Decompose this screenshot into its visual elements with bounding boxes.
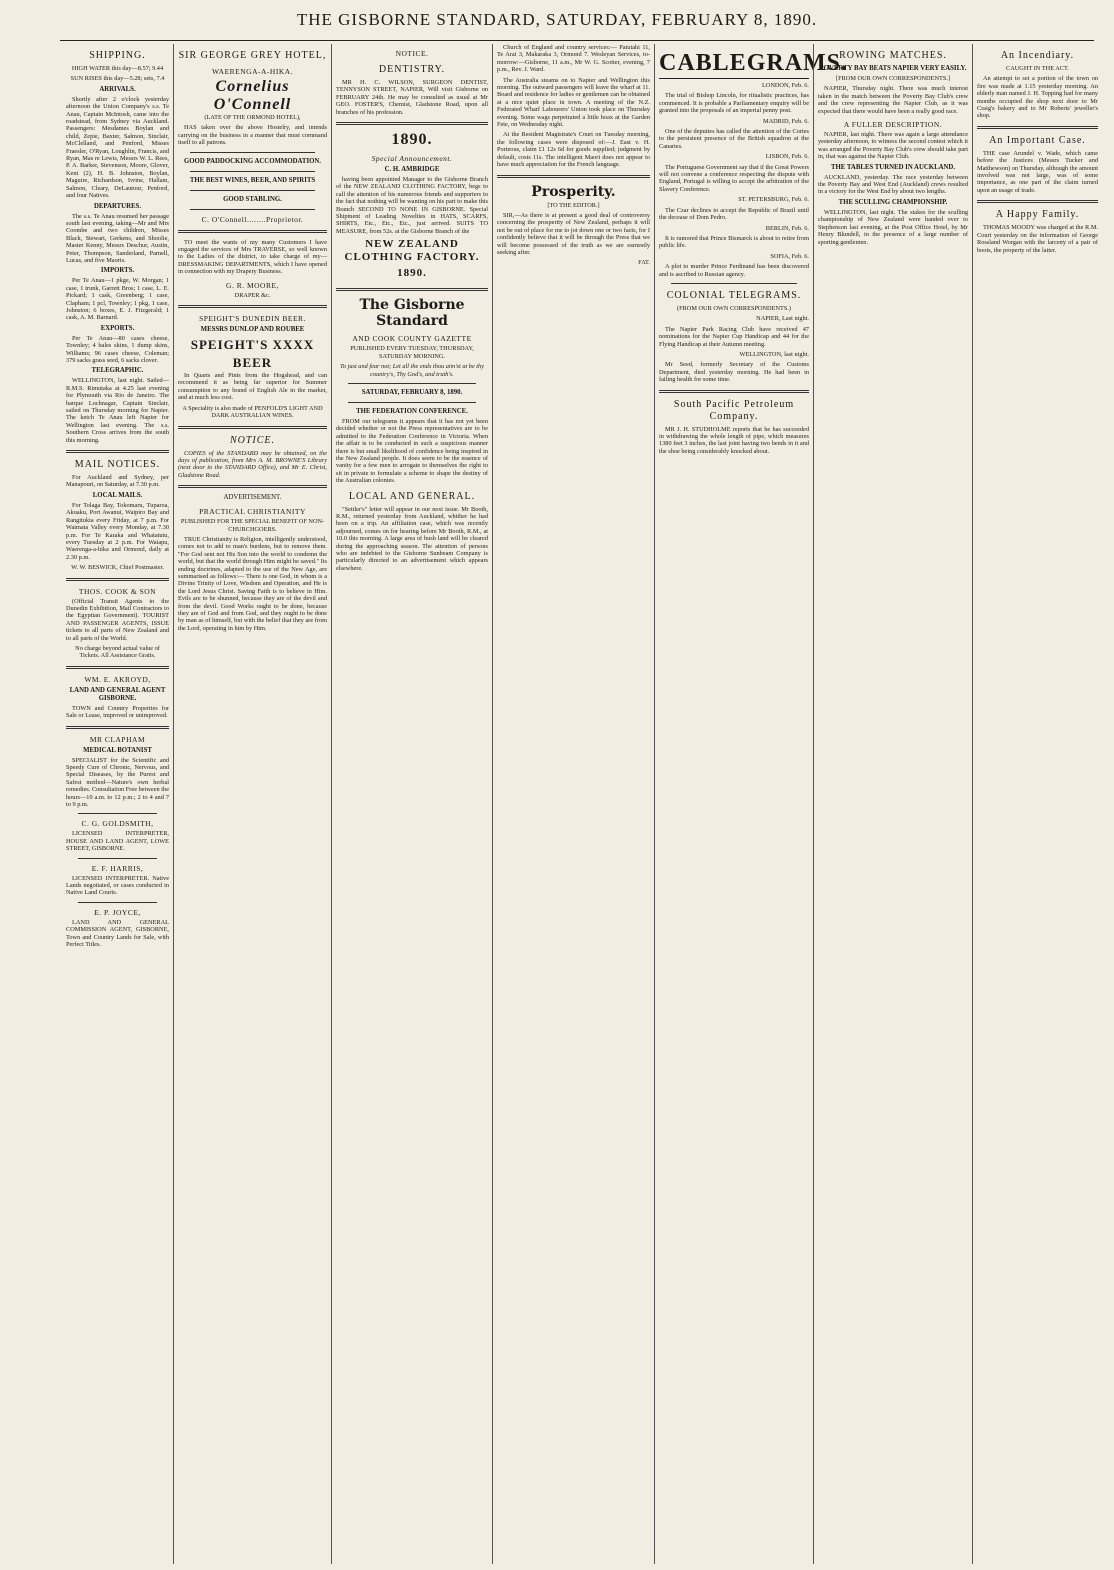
motto: To just and fear not; Let all the ends thou aim'st at be thy country's, Thy God's, and truth's. [339, 363, 485, 378]
wines-line: THE BEST WINES, BEER, AND SPIRITS [189, 176, 316, 184]
practical-heading: PRACTICAL CHRISTIANITY [199, 507, 306, 517]
rowing-heading: ROWING MATCHES. [839, 50, 947, 61]
factory-heading: NEW ZEALAND CLOTHING FACTORY. [344, 238, 480, 264]
divider [66, 726, 169, 729]
church-text: Church of England and country services:— Patutahi 11, Te Arai 3, Makaraka 3, Ormond 7. Wesleyan Services, to-morrow:—Gisborne, 11 a.m., Mr W. G. Scotter, evening, 7 p.m., Rev. J. Ward. [497, 44, 650, 74]
tables-text: AUCKLAND, yesterday. The race yesterday between the Poverty Bay and West End (Auckland) crews resulted in a victory for the West End by about two lengths. [818, 173, 968, 196]
colonial-heading: COLONIAL TELEGRAMS. [666, 289, 802, 301]
divider [78, 858, 157, 859]
divider [190, 209, 315, 210]
napier-text: The Napier Park Racing Club have received 47 nominations for the Napier Cup Handicap and 44 for the Flying Handicap at their Autumn meeting. [659, 325, 809, 348]
fuller-heading: A FULLER DESCRIPTION. [843, 120, 943, 130]
dateline-madrid: MADRID, Feb. 6. [762, 117, 809, 125]
letter-text: SIR,—As there is at present a good deal of controversy concerning the prosperity of New Zealand, perhaps it will not be out of place for me to jot down one or two facts, for I confidently believe that it will be through the Press that we will become possessed of the truth as we are earnestly seeking after. [497, 211, 650, 256]
column-5 [654, 44, 849, 1564]
divider [190, 171, 315, 172]
petroleum-heading: South Pacific Petroleum Company. [673, 398, 795, 422]
divider [66, 450, 169, 453]
editorial-text: FROM our telegrams it appears that it has not yet been decided whether or not the Press representatives are to be admitted to the Federation Conference in Victoria. When the affair is to be conducted in such a suspicious manner there is but small likelihood of confidence being inspired in the New Zealand people. It does seem to be the essence of vanity for a few men to arrogate to themselves the right to sit in private to formulate a scheme to shape the destiny of the Australian colonies. [336, 417, 488, 485]
imports-text: Per Te Anau—1 pkge, W. Morgan; 1 case, 1 trunk, Garrett Bros; 1 case, L. E. Pickard; 1 cask, Greenberg; 1 case, Clapham; 1 pcl, Townley; 1 pkg, 1 case, Johnston; 6 boxes, E. J. Fitzgerald; 1 cask, A. M. Barnard. [66, 277, 169, 322]
divider [348, 383, 476, 384]
tables-heading: THE TABLES TURNED IN AUCKLAND. [830, 163, 956, 171]
exports-text: Per Te Anau—80 cases cheese, Townley; 4 bales skins, 1 dump skins, Williams; 96 cases cheese, Coleman; 379 sacks grass seed, 6 sacks clover. [66, 334, 169, 364]
postmaster-signature: W. W. BESWICK, Chief Postmaster. [71, 564, 164, 572]
hotel-heading: SIR GEORGE GREY HOTEL, [178, 50, 327, 61]
rowing-text: NAPIER, Thursday night. There was much interest taken in the match between the Poverty Bay Club's crew and the crew representing the Napier Club, as it was expected that there would have been a really good race. [818, 85, 968, 115]
dateline-london: LONDON, Feb. 6. [761, 82, 809, 89]
to-editor: [TO THE EDITOR.] [547, 201, 600, 209]
prosperity-heading: Prosperity. [531, 183, 616, 200]
joyce-heading: E. P. JOYCE, [94, 907, 141, 917]
masthead-rule [60, 40, 1094, 41]
exports-heading: EXPORTS. [100, 324, 135, 332]
joyce-text: LAND AND GENERAL COMMISSION AGENT, GISBORNE, Town and Country Lands for Sale, with Perfect Titles. [66, 918, 169, 949]
lisbon-text: The Portuguese Government say that if the Great Powers will not convene a conference respecting the dispute with England, Portugal is willing to accept the arbitration of the Slavery Conference. [659, 163, 809, 193]
penfold-text: A Speciality is also made of PENFOLD'S LIGHT AND DARK AUSTRALIAN WINES. [182, 404, 323, 420]
letter-signature: FAT. [638, 259, 650, 267]
cook-note: No charge beyond actual value of Tickets. All Assistance Gratis. [75, 644, 160, 660]
rowing-source: [FROM OUR OWN CORRESPONDENTS.] [835, 75, 951, 82]
factory-year: 1890. [397, 267, 427, 280]
speight-heading: SPEIGHT'S DUNEDIN BEER. [199, 314, 306, 324]
dateline-berlin: BERLIN, Feb. 6. [765, 224, 809, 232]
divider [178, 426, 327, 429]
incendiary-text: An attempt to set a portion of the town on fire was made at 1.15 yesterday morning. An elderly man named J. H. Topping had for many months occupied the shop next door to Mr Craig's bakery and to Mr Roberts' jeweller's shop. [977, 75, 1098, 120]
divider [66, 578, 169, 581]
shipping-heading: SHIPPING. [89, 50, 146, 61]
clapham-heading: MR CLAPHAM [89, 734, 146, 744]
rowing-sub: POVERTY BAY BEATS NAPIER VERY EASILY. [819, 65, 967, 72]
departures-text: The s.s. Te Anau resumed her passage south last evening, taking—Mr and Mrs Coombe and two children, Misses Black, Stewart, Gerkens, and Shoolie, Master Kenny, Messrs Deschur, Austin, Peter, Thompson, Sanderland, Parnell, Lucas, and five Maoris. [66, 212, 169, 264]
moore-heading: G. R. MOORE, [226, 280, 279, 290]
cablegrams-heading: CABLEGRAMS. [659, 50, 809, 79]
divider [178, 305, 327, 308]
london-text: The trial of Bishop Lincoln, for ritualistic practices, has commenced. It is probable a Parliamentary enquiry will be granted into the proposals of an imperial penny post. [659, 92, 809, 115]
paper-title: The Gisborne Standard [359, 297, 465, 330]
mail-text: For Auckland and Sydney, per Manapouri, on Saturday, at 7.30 p.m. [66, 474, 169, 489]
oconnell-text: HAS taken over the above Hostelry, and intends carrying on the business in a manner that must command itself to all patrons. [178, 124, 327, 147]
divider [336, 288, 488, 291]
column-3 [331, 44, 492, 1564]
local-mails-heading: LOCAL MAILS. [92, 491, 143, 499]
akroyd-text: TOWN and Country Properties for Sale or Lease, improved or unimproved. [66, 704, 169, 720]
divider [78, 902, 157, 903]
dateline-petersburg: ST. PETERSBURG, Feb. 6. [738, 196, 809, 204]
masthead: THE GISBORNE STANDARD, SATURDAY, FEBRUARY 8, 1890. [296, 10, 818, 29]
imports-heading: IMPORTS. [100, 267, 135, 275]
case-text: THE case Arundel v. Wade, which came before the Justices (Messrs Tucker and Matthewson) on Thursday, although the amount involved was not large, was of some importance, as one part of the claim turned upon an usage of trade. [977, 149, 1098, 194]
divider [348, 402, 476, 403]
petroleum-text: MR J. H. STUDHOLME reports that he has succeeded in withdrawing the whole length of pipe, which measures 1380 feet 3 inches, the last joint having two bends in it and the shoe being considerably knocked about. [659, 425, 809, 455]
speight-sub: MESSRS DUNLOP AND ROUBEE [200, 326, 305, 334]
sculling-heading: THE SCULLING CHAMPIONSHIP. [838, 198, 948, 206]
family-text: THOMAS MOODY was charged at the R.M. Court yesterday on the information of George Rossland Worgan with the larceny of a pair of boots, the property of the latter. [977, 224, 1098, 254]
fuller-text: NAPIER, last night. There was again a large attendance yesterday afternoon, to witness the second contest which it was arranged the Poverty Bay Club's crew should take part in, that was against the Napier Club. [818, 131, 968, 161]
notice-text: COPIES of the STANDARD may be obtained, on the days of publication, from Mrs A. M. BROWNE'S Library (next door to the STANDARD Office), and Mr E. Christ, Gladstone Road. [178, 449, 327, 479]
notice-heading: NOTICE. [395, 49, 429, 58]
wellington-text: Mr Seed, formerly Secretary of the Customs Department, died yesterday morning. He had been in failing health for some time. [659, 361, 809, 384]
colonial-sub: (FROM OUR OWN CORRESPONDENTS.) [676, 304, 792, 312]
dateline-lisbon: LISBON, Feb. 6. [765, 153, 809, 161]
cook-heading: THOS. COOK & SON [78, 586, 157, 596]
dateline-napier: NAPIER, Last night. [756, 315, 809, 323]
court-text: At the Resident Magistrate's Court on Tuesday morning, the following cases were disposed of:—J. East v. H. Porteous, claim £1 12s 6d for goods supplied; judgment by default, costs 11s. The intelligent Maori does not appear to have much appreciation for the French language. [497, 131, 650, 169]
paddock-line: GOOD PADDOCKING ACCOMMODATION. [183, 157, 321, 165]
stabling-line: GOOD STABLING. [223, 195, 282, 203]
advert-label: ADVERTISEMENT. [223, 494, 282, 502]
arrivals-heading: ARRIVALS. [99, 85, 136, 93]
family-heading: A Happy Family. [995, 209, 1080, 221]
divider [190, 190, 315, 191]
oconnell-name: Cornelius O'Connell [213, 78, 292, 113]
divider [671, 283, 797, 284]
telegraphic-heading: TELEGRAPHIC. [91, 367, 144, 375]
case-heading: An Important Case. [989, 134, 1086, 146]
goldsmith-heading: C. G. GOLDSMITH, [81, 819, 154, 829]
column-1 [62, 44, 173, 1564]
column-4 [492, 44, 654, 1564]
divider [190, 152, 315, 153]
dentist-text: MR H. C. WILSON, SURGEON DENTIST, TENNYSON STREET, NAPIER, Will visit Gisborne on FEBRUARY 24th. He may be consulted as usual at Mr GEO. FOSTER'S, Chemist, Gladstone Road, upon all branches of his profession. [336, 79, 488, 116]
mail-heading: MAIL NOTICES. [74, 459, 161, 471]
divider [497, 175, 650, 178]
cook-text: (Official Transit Agents to the Dunedin Exhibition, Mail Contractors to the Egyptian Government). TOURIST AND PASSENGER AGENTS, ISSUE tickets to all parts of New Zealand and to all parts of the World. [66, 597, 169, 642]
tides-line: HIGH WATER this day—8.57; 9.44 [71, 65, 164, 72]
column-6 [813, 44, 972, 1564]
sculling-text: WELLINGTON, last night. The stakes for the sculling championship of New Zealand were handed over to Stephenson last evening, at the Post Office Hotel, by Mr Henry Blundell, in the presence of a large number of sporting gentlemen. [818, 208, 968, 246]
published-line: PUBLISHED EVERY TUESDAY, THURSDAY, SATURDAY MORNING. [350, 345, 474, 360]
divider [977, 200, 1098, 203]
sofia-text: A plot to murder Prince Ferdinand has been discovered and is ascribed to Russian agency. [659, 263, 809, 278]
divider [78, 813, 157, 814]
moore-sub: DRAPER &c. [234, 291, 271, 299]
divider [659, 390, 809, 393]
departures-heading: DEPARTURES. [93, 202, 142, 210]
date-line: SATURDAY, FEBRUARY 8, 1890. [361, 388, 463, 396]
proprietor-line: C. O'Connell........Proprietor. [201, 214, 304, 224]
ambridge-text: having been appointed Manager to the Gisborne Branch of the NEW ZEALAND CLOTHING FACTORY, begs to call the attention of his numerous friends and supporters to the fact that nothing will be wanting on his part to make this Branch SECOND TO NONE IN GISBORNE. Special Shipment of Leading Novelties in HATS, SCARFS, SHIRTS, Etc., Etc., Etc., just arrived. SUITS TO MEASURE, from 52s. at the Gisborne Branch of the [336, 176, 488, 235]
sun-line: SUN RISES this day—5.28; sets, 7.4 [70, 75, 165, 83]
speight-title: SPEIGHT'S XXXX BEER [190, 337, 315, 371]
clapham-text: SPECIALIST for the Scientific and Speedy Cure of Chronic, Nervous, and Special Diseases, by the Purest and Safest method—Nature's own herbal remedies. Consultation Free between the hours—10 a.m. to 12 p.m.; 2 to 4 and 7 to 9 p.m. [66, 756, 169, 809]
paper-sub: AND COOK COUNTY GAZETTE [352, 334, 472, 344]
moore-text: TO meet the wants of my many Customers I have engaged the services of Mrs TRAVERSE, so well known to the Ladies of the district, to take charge of my— DRESSMAKING DEPARTMENTS, which I have opened in connection with my Drapery Business. [178, 238, 327, 276]
special-heading: Special Announcement. [371, 154, 453, 164]
editorial-heading: THE FEDERATION CONFERENCE. [356, 407, 468, 415]
dentistry-heading: DENTISTRY. [378, 64, 446, 75]
oconnell-sub: (LATE OF THE ORMOND HOTEL), [204, 114, 301, 121]
body-text: The Australia steams on to Napier and Wellington this morning. The outward passengers will leave the wharf at 11. Board and residence for ladies or gentlemen can be obtained at a nice quiet place in town. A meeting of the N.Z. Federated Wharf Labourers' Union took place on Thursday evening. Some wags perpetrated a little hoax at the Garden Fete, on Wednesday night. [497, 76, 650, 129]
practical-text: TRUE Christianity is Religion, intelligently understood, comes not to add to man's burdens, but to remove them. "For God sent not His Son into the world to condemn the world, but that the world through Him might be saved." Its ending doctrines, adapted to the use of the New Age, are summarised as follows:— There is one God, in whom is a Divine Trinity of Love, Wisdom and Operation, and He is the Lord Jesus Christ. Saving Faith is to believe in Him. Evils are to be shunned, because they are of the devil and from the devil. Good Works ought to be done, because they are of God and from God, and they ought to be done by man as of himself, but with the belief that they are from the Lord, operating in him by Him. [178, 535, 327, 632]
petersburg-text: The Czar declines to accept the Republic of Brazil until the decease of Dom Pedro. [659, 206, 809, 222]
akroyd-sub: LAND AND GENERAL AGENT GISBORNE. [69, 686, 166, 702]
local-mails-text: For Tolaga Bay, Tokomaru, Tuparoa, Akuaku, Port Awanui, Waipiro Bay and Rangitukia every Friday, at 7 p.m. For Waimata Valley every Monday, at 7.30 p.m. For Te Karaka and Whatatutu, every Tuesday at 2 p.m. For Waiapu, Waerenga-a-hika and Ormond, daily at 2.30 p.m. [66, 501, 169, 561]
divider [178, 230, 327, 233]
clapham-sub: MEDICAL BOTANIST [83, 746, 152, 754]
column-2 [173, 44, 331, 1564]
harris-heading: E. F. HARRIS, [91, 863, 144, 873]
akroyd-heading: WM. E. AKROYD, [84, 674, 151, 684]
harris-text: LICENSED INTERPRETER. Native Lands negotiated, or cases conducted in Native Land Courts. [66, 874, 169, 897]
arrivals-text: Shortly after 2 o'clock yesterday afternoon the Union Company's s.s. Te Anau, Captain McIntosh, came into the roadstead, from Sydney via Auckland. Passengers: Mesdames Boylan and child, Zepie, Baxter, Salmon, Sinclair, McClelland, and Penford, Misses Fraesler, O'Ryan, Loughlin, Francis, and Ryan, Mas re Lewis, Messrs W. L. Rees, P. A. Barker, Stevenson, Moore, Glover, Kent (2), H. B. Johnston, Boylan, Maguire, Richardson, Ivrine, Hallam, Salmon, Cleary, DeLautour, Penford, and four Natives. [66, 95, 169, 200]
incendiary-heading: An Incendiary. [1000, 50, 1075, 61]
year-heading: 1890. [391, 131, 433, 149]
columns [62, 44, 1102, 1564]
speight-text: In Quarts and Pints from the Hogshead, and can recommend it as being far superior for Summer consumption to any brand of English Ale in the market, and at much less cost. [178, 372, 327, 402]
column-7 [972, 44, 1102, 1564]
ambridge-name: C. H. AMBRIDGE [384, 166, 440, 174]
goldsmith-text: LICENSED INTERPRETER, HOUSE AND LAND AGENT, LOWE STREET, GISBORNE. [66, 830, 169, 853]
incendiary-sub: CAUGHT IN THE ACT. [1006, 65, 1069, 72]
notice-heading: NOTICE. [229, 434, 276, 446]
divider [66, 666, 169, 669]
local-text: "Settler's" letter will appear in our next issue. Mr Booth, R.M., returned yesterday from Auckland, whither he had been on a trip. An affiliation case, which was recently adjourned, comes on for hearing before Mr Booth, R.M., at 10.0 this morning. A large area of bush land will be cleared during the approaching season. The attention of persons who are indebted to the Gisborne Sunbeam Company is particularly directed to an advertisement which appears elsewhere. [336, 505, 488, 572]
local-heading: LOCAL AND GENERAL. [348, 490, 476, 502]
divider [977, 126, 1098, 129]
divider [336, 122, 488, 125]
hotel-location: WAERENGA-A-HIKA. [211, 67, 294, 76]
dateline-wellington: WELLINGTON, last night. [739, 350, 809, 358]
dateline-sofia: SOFIA, Feb. 6. [770, 252, 809, 260]
telegraphic-text: WELLINGTON, last night. Sailed—R.M.S. Rimutaka at 4.25 last evening for Plymouth via Rio de Janeiro. The barque Lochnagar, Captain Sinclair, sailed on Thursday morning for Napier. The ketch Te Anau left Napier for Wellington last evening. The s.s. Southern Cross arrives from the south this morning. [66, 377, 169, 444]
practical-sub: PUBLISHED FOR THE SPECIAL BENEFIT OF NON-CHURCHGOERS. [180, 518, 325, 533]
madrid-text: One of the deputies has called the attention of the Cortes to the persistent presence of the British squadron at the Canaries. [659, 128, 809, 150]
berlin-text: It is rumored that Prince Bismarck is about to retire from public life. [659, 234, 809, 250]
divider [178, 485, 327, 488]
